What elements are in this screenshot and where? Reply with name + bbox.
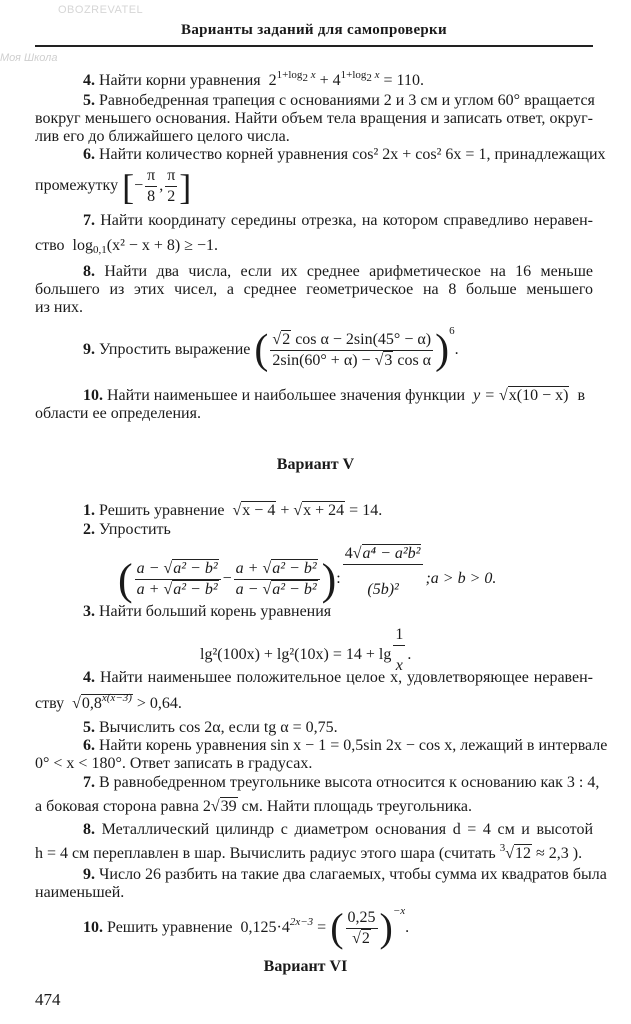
running-header: Варианты заданий для самопроверки <box>181 22 447 38</box>
problem-5-line: вокруг меньшего основания. Найти объем тела вращения и записать ответ, округ- <box>35 110 593 127</box>
problem-6-line: 0° < x < 180°. Ответ записать в градусах. <box>35 755 313 772</box>
problem-2-expression: ( $\frac{\text{a − √a² − b²}}{\text{a + √a² − b²}}$ − $\frac{\text{a + √a² − b²}}{\text{a − √a² − b²}}$ ): $\frac{\text{4√a⁴ − a²b²}}{\text{(5b)²}}$ ;a > b > 0. <box>118 545 497 604</box>
problem-5: 5. Вычислить cos 2α, если tg α = 0,75. <box>83 719 338 736</box>
problem-4-line: ству $√0,8^{x(x-3)} > 0,64$. <box>35 692 182 712</box>
variant-title: Вариант V <box>276 456 355 473</box>
problem-10-line: области ее определения. <box>35 405 201 422</box>
problem-10: 10. Найти наименьшее и наибольшее значения функции y = √x(10 − x) в <box>83 387 586 404</box>
problem-6-interval: промежутку [− $\frac{\pi}{8}$ , $\frac{\pi}{2}$ ] <box>35 166 192 207</box>
problem-6: 6. Найти количество корней уравнения cos² 2x + cos² 6x = 1, принадлежащих <box>83 146 606 163</box>
problem-text: Найти корни уравнения <box>99 72 261 89</box>
problem-5: 5. Равнобедренная трапеция с основаниями 2 и 3 см и углом 60° вращается <box>83 92 595 109</box>
problem-9: 9. Число 26 разбить на такие два слагаемых, чтобы сумма их квадратов была <box>83 866 607 883</box>
problem-7-line: ство $\log_{0,1}(x^2 - x + 8) \ge -1$. <box>35 237 219 256</box>
math-expression: $2^{1+log_2 x} + 4^{1+log_2 x} = 110$. <box>268 69 424 89</box>
problem-7: 7. Найти координату середины отрезка, на котором справедливо неравен- <box>83 212 593 229</box>
problem-9: 9. Упростить выражение ( $\frac{\text{√2 cos α − 2sin(45° − α)}}{\text{2sin(60° + α) − √3 cos α}}$ )$^6$. <box>83 325 459 374</box>
problem-2: 2. Упростить <box>83 521 171 538</box>
problem-3-equation: lg²(100x) + lg²(10x) = 14 + lg $\frac{1}{x}$ . <box>200 626 412 674</box>
problem-10: 10. Решить уравнение $0,125\cdot 4^{2x-3}$ = ( $\frac{0,25}{√2}$ )$^{-x}$. <box>83 905 410 951</box>
problem-8-line: большего из этих чисел, а среднее геометрическое на 8 больше меньшего <box>35 281 593 298</box>
problem-4 <box>35 69 593 90</box>
problem-8-line: h = 4 см переплавлен в шар. Вычислить радиус этого шара (считать $^3$√12 ≈ 2,3 ). <box>35 842 583 862</box>
watermark-school: Моя Школа <box>0 52 58 64</box>
problem-9-line: наименьшей. <box>35 884 125 901</box>
problem-8: 8. Металлический цилиндр с диаметром основания d = 4 см и высотой <box>83 821 594 838</box>
problem-8: 8. Найти два числа, если их среднее арифметическое на 16 меньше <box>83 263 594 280</box>
problem-8-line: из них. <box>35 299 84 316</box>
problem-5-line: лив его до ближайшего целого числа. <box>35 128 290 145</box>
header-rule <box>35 45 593 47</box>
problem-4: 4. Найти наименьшее положительное целое x, удовлетворяющее неравен- <box>83 669 594 686</box>
watermark-brand: OBOZREVATEL <box>58 4 144 16</box>
problem-7-line: а боковая сторона равна 2√39 см. Найти площадь треугольника. <box>35 798 472 815</box>
next-variant-title: Вариант VI <box>263 958 348 975</box>
problem-7: 7. В равнобедренном треугольнике высота относится к основанию как 3 : 4, <box>83 774 600 791</box>
problem-1: 1. Решить уравнение √x − 4 + √x + 24 = 14. <box>83 502 383 519</box>
problem-number: 4. <box>83 72 95 89</box>
page-number: 474 <box>35 990 61 1009</box>
problem-3: 3. Найти больший корень уравнения <box>83 603 332 620</box>
problem-6: 6. Найти корень уравнения sin x − 1 = 0,5sin 2x − cos x, лежащий в интервале <box>83 737 608 754</box>
